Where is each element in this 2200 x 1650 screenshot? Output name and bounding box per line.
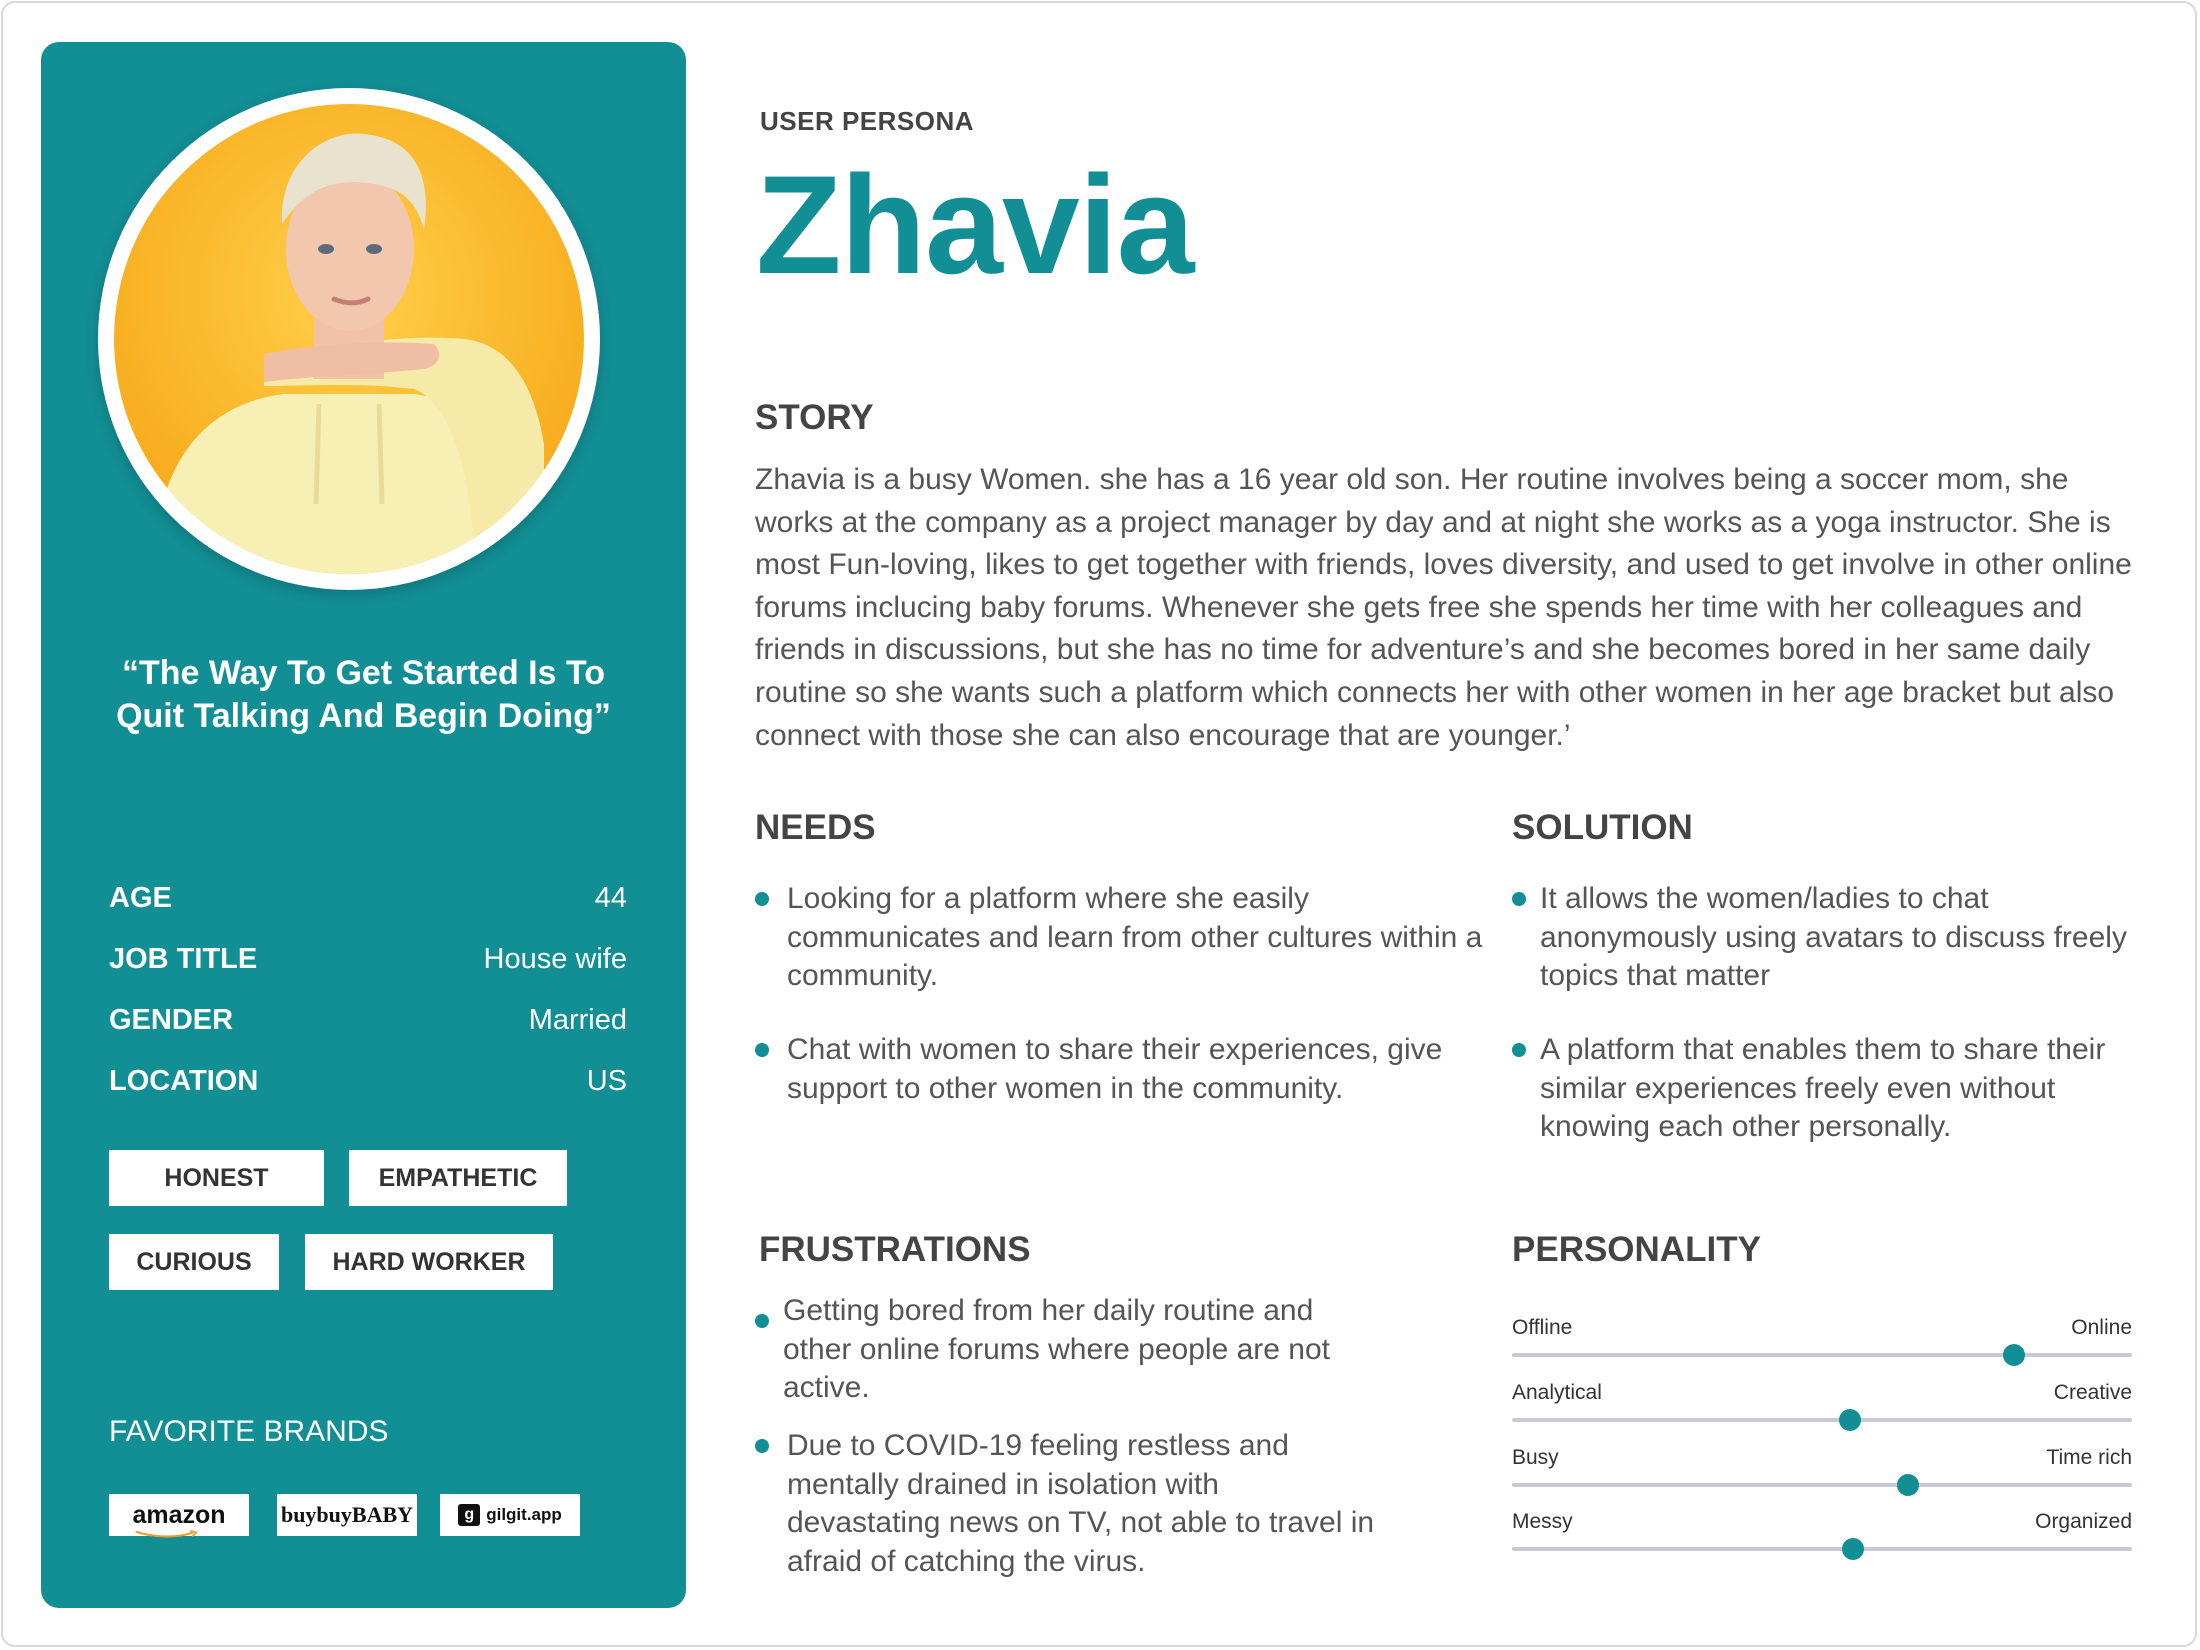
avatar xyxy=(98,88,600,590)
fact-label: LOCATION xyxy=(109,1065,259,1097)
fact-row-location xyxy=(109,1065,627,1126)
list-item-text: Due to COVID-19 feeling restless and mentally drained in isolation with devastating news on TV, not able to travel in afraid of catching the virus. xyxy=(787,1429,1375,1578)
personality-title: PERSONALITY xyxy=(1512,1230,1761,1269)
slider-right-label: Organized xyxy=(2035,1510,2132,1533)
bullet-icon xyxy=(755,1314,769,1328)
story-text: Zhavia is a busy Women. she has a 16 year old son. Her routine involves being a soccer mom, she works at the company as a project manager by day and at night she works as a yoga instructor. She is most Fun-loving, likes to get together with friends, loves diversity, and used to get involve in other online forums inclucing baby forums. Whenever she gets free she spends her time with her colleagues and friends in discussions, but she has no time for adventure’s and she becomes bored in her same daily routine so she wants such a platform which connects her with other women in her age bracket but also connect with those she can also encourage that are younger.’ xyxy=(755,463,2132,752)
brand-logo-buybuybaby xyxy=(277,1494,417,1536)
brand-logo-gilgit xyxy=(440,1494,580,1536)
solution-title: SOLUTION xyxy=(1512,808,1693,847)
list-item-text: It allows the women/ladies to chat anonymously using avatars to discuss freely topics that matter xyxy=(1540,882,2127,992)
smile-arrow-icon xyxy=(134,1530,198,1538)
personality-slider xyxy=(1512,1510,2132,1534)
brand-name: amazon xyxy=(132,1500,226,1529)
brand-name: gilgit.app xyxy=(486,1505,562,1524)
profile-panel xyxy=(41,42,686,1608)
avatar-photo xyxy=(114,104,584,574)
slider-left-label: Messy xyxy=(1512,1510,1573,1533)
list-item-text: A platform that enables them to share their similar experiences freely even without knowing each other personally. xyxy=(1540,1033,2106,1143)
fact-label: AGE xyxy=(109,882,172,914)
needs-title: NEEDS xyxy=(755,808,876,847)
fact-row-age xyxy=(109,882,627,943)
persona-name: Zhavia xyxy=(756,146,1194,303)
bullet-icon xyxy=(1512,1043,1526,1057)
trait-tag: HARD WORKER xyxy=(305,1234,553,1290)
bullet-icon xyxy=(755,1439,769,1453)
list-item xyxy=(755,1427,1375,1581)
bullet-icon xyxy=(755,892,769,906)
list-item-text: Getting bored from her daily routine and other online forums where people are not active. xyxy=(783,1294,1331,1404)
slider-left-label: Offline xyxy=(1512,1316,1573,1339)
fact-value: House wife xyxy=(483,943,627,975)
persona-eyebrow: USER PERSONA xyxy=(760,106,975,136)
trait-tag: HONEST xyxy=(109,1150,324,1206)
trait-tag: CURIOUS xyxy=(109,1234,279,1290)
slider-left-label: Analytical xyxy=(1512,1381,1602,1404)
brand-name: buybuyBABY xyxy=(280,1502,414,1527)
slider-knob[interactable] xyxy=(1897,1474,1919,1496)
fact-value: US xyxy=(586,1065,627,1097)
personality-slider xyxy=(1512,1446,2132,1470)
brands-title: FAVORITE BRANDS xyxy=(109,1415,389,1448)
list-item xyxy=(755,880,1507,996)
slider-track xyxy=(1512,1418,2132,1422)
story-title: STORY xyxy=(755,398,874,437)
list-item xyxy=(1512,880,2172,996)
slider-right-label: Time rich xyxy=(2046,1446,2132,1469)
fact-row-gender xyxy=(109,1004,627,1065)
brand-logo-amazon xyxy=(109,1494,249,1536)
list-item-text: Chat with women to share their experiences, give support to other women in the community. xyxy=(787,1033,1443,1105)
list-item-text: Looking for a platform where she easily communicates and learn from other cultures within a community. xyxy=(787,882,1483,992)
slider-knob[interactable] xyxy=(1839,1409,1861,1431)
fact-row-job-title xyxy=(109,943,627,1004)
slider-track xyxy=(1512,1483,2132,1487)
personality-slider xyxy=(1512,1316,2132,1340)
gilgit-icon: g xyxy=(458,1504,480,1526)
profile-facts xyxy=(109,882,627,1126)
bullet-icon xyxy=(755,1043,769,1057)
slider-right-label: Online xyxy=(2071,1316,2132,1339)
slider-track xyxy=(1512,1353,2132,1357)
list-item xyxy=(1512,1031,2172,1147)
list-item xyxy=(755,1292,1375,1408)
trait-tag: EMPATHETIC xyxy=(349,1150,567,1206)
slider-knob[interactable] xyxy=(1842,1538,1864,1560)
slider-track xyxy=(1512,1547,2132,1551)
list-item xyxy=(755,1031,1507,1108)
fact-value: 44 xyxy=(594,882,627,914)
fact-label: GENDER xyxy=(109,1004,234,1036)
fact-label: JOB TITLE xyxy=(109,943,258,975)
slider-right-label: Creative xyxy=(2053,1381,2132,1404)
persona-quote: “The Way To Get Started Is To Quit Talking And Begin Doing” xyxy=(116,654,611,735)
slider-left-label: Busy xyxy=(1512,1446,1559,1469)
personality-slider xyxy=(1512,1381,2132,1405)
fact-value: Married xyxy=(528,1004,627,1036)
frustrations-title: FRUSTRATIONS xyxy=(759,1230,1031,1269)
bullet-icon xyxy=(1512,892,1526,906)
